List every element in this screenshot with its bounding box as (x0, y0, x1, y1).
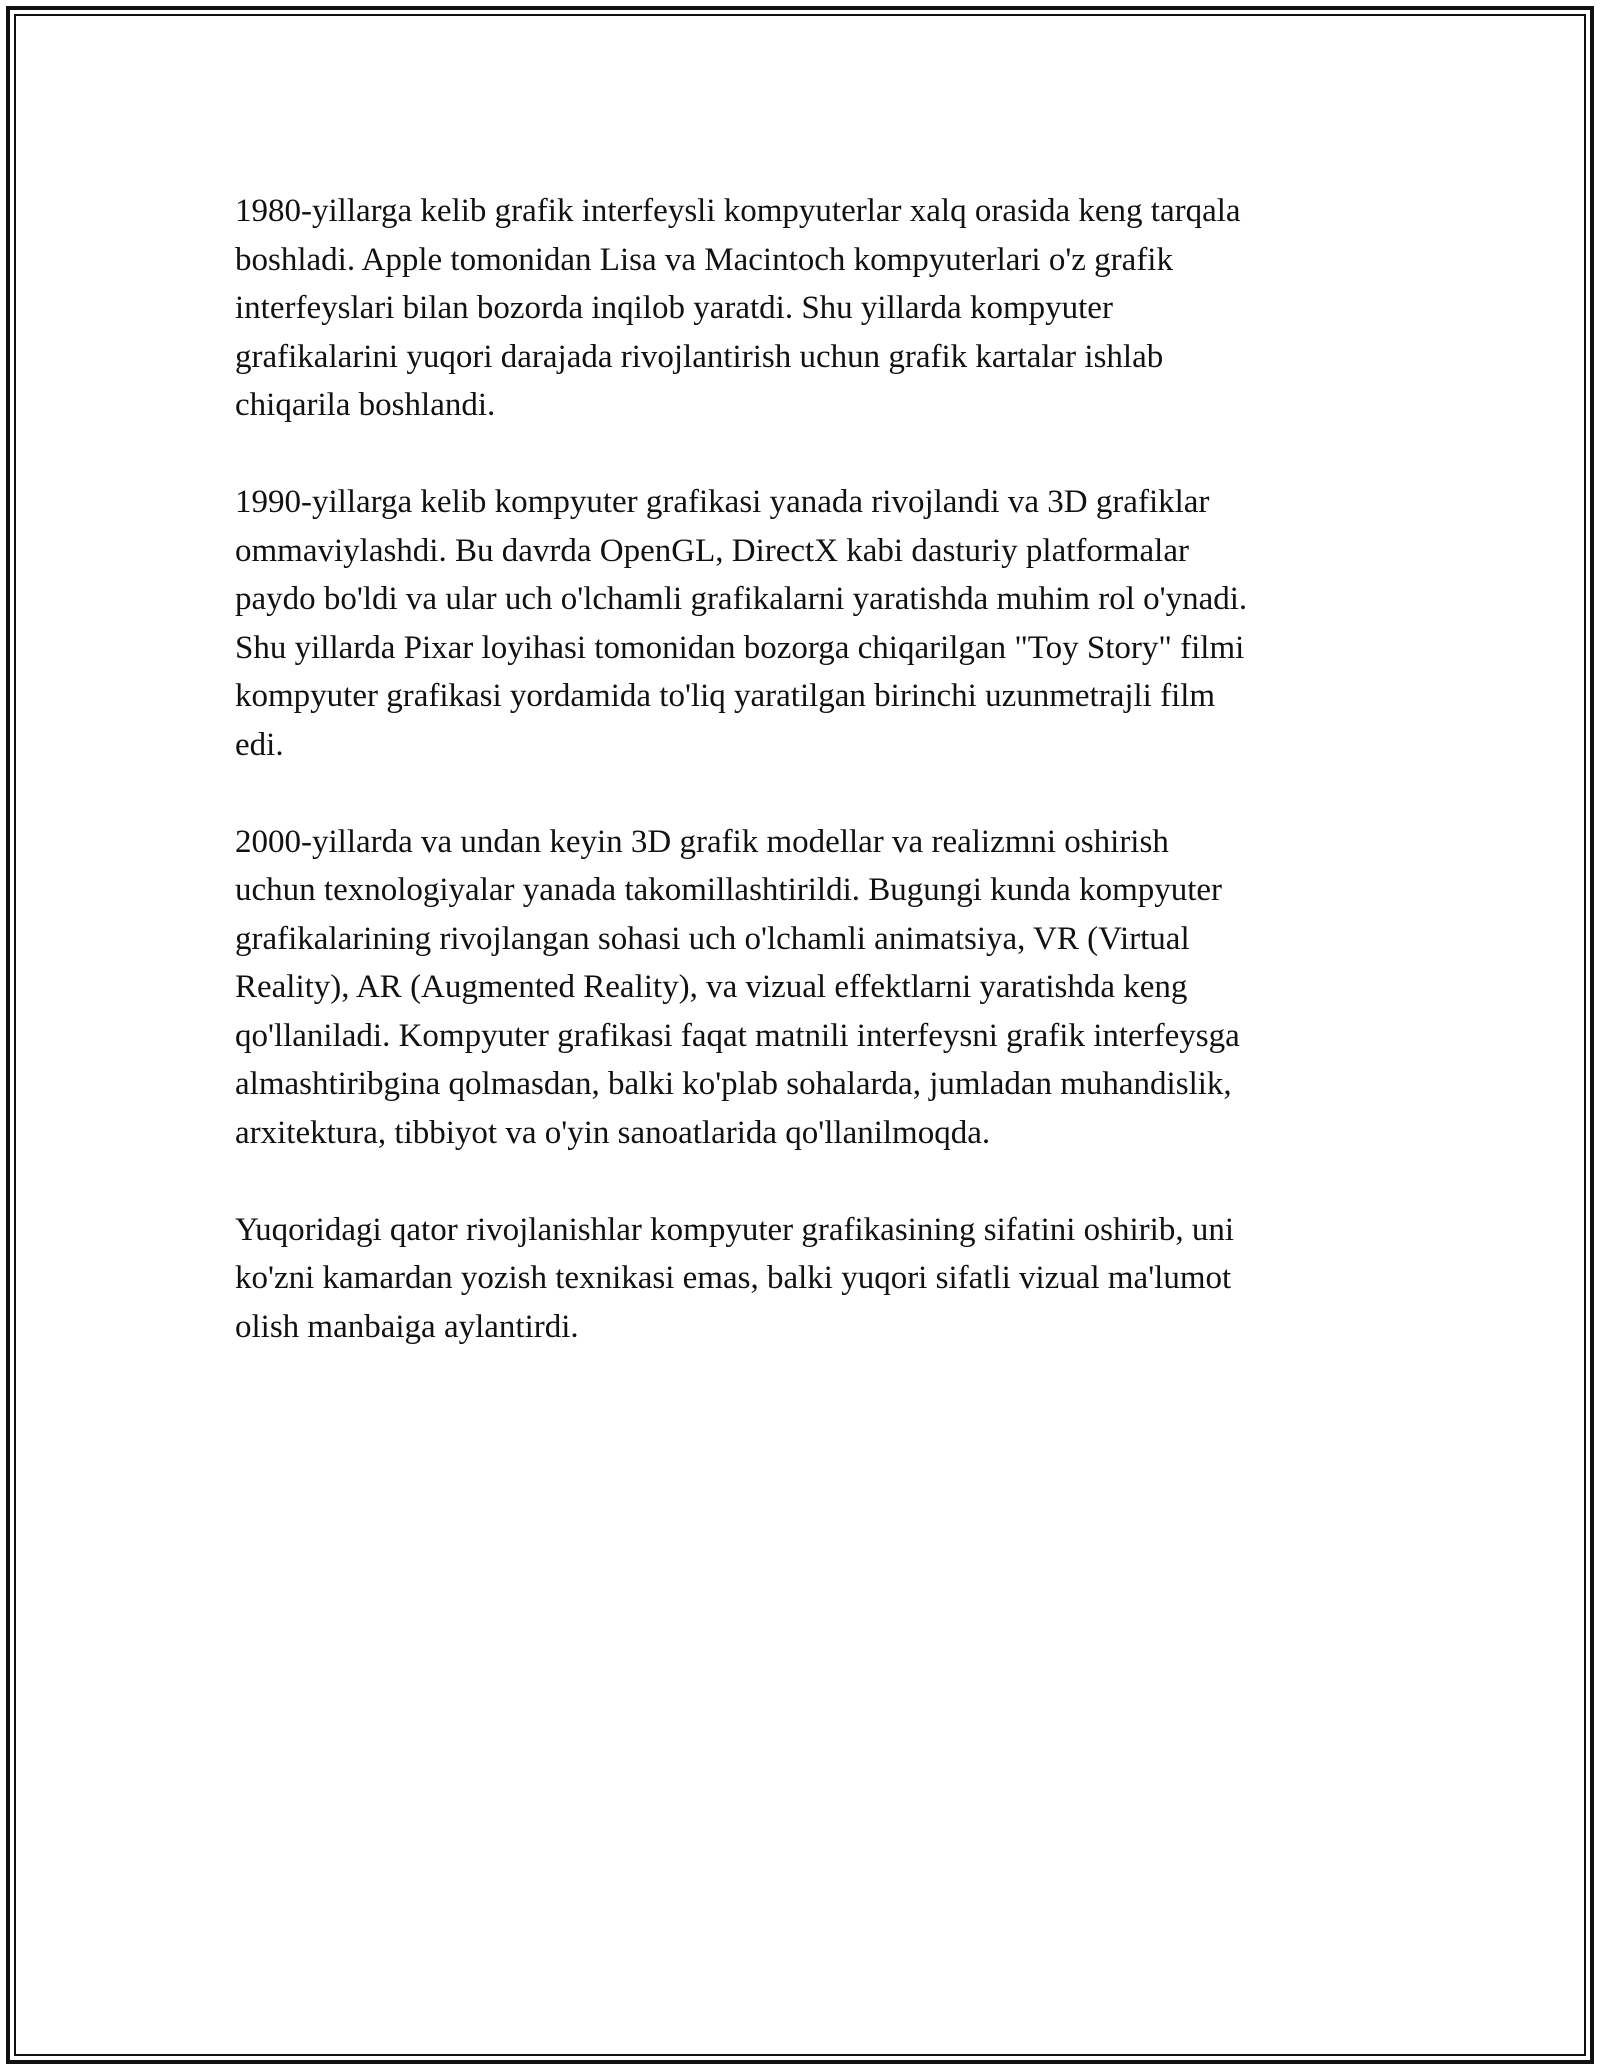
paragraph-1990s (235, 478, 1365, 769)
text-line: qo'llaniladi. Kompyuter grafikasi faqat matnili interfeysni grafik interfeysga (235, 1017, 1240, 1054)
paragraph-conclusion (235, 1206, 1365, 1352)
text-line: ommaviylashdi. Bu davrda OpenGL, DirectX kabi dasturiy platformalar (235, 532, 1189, 569)
text-line: Shu yillarda Pixar loyihasi tomonidan bozorga chiqarilgan "Toy Story" filmi (235, 629, 1245, 666)
text-line: Yuqoridagi qator rivojlanishlar kompyuter grafikasining sifatini oshirib, uni (235, 1211, 1234, 1248)
paragraph-2000s (235, 818, 1365, 1158)
text-line: grafikalarining rivojlangan sohasi uch o'lchamli animatsiya, VR (Virtual (235, 920, 1190, 957)
text-line: ko'zni kamardan yozish texnikasi emas, balki yuqori sifatli vizual ma'lumot (235, 1260, 1232, 1296)
text-line: 2000-yillarda va undan keyin 3D grafik modellar va realizmni oshirish (235, 823, 1169, 860)
text-line: uchun texnologiyalar yanada takomillashtirildi. Bugungi kunda kompyuter (235, 872, 1223, 908)
text-line: almashtiribgina qolmasdan, balki ko'plab sohalarda, jumladan muhandislik, (235, 1066, 1232, 1102)
text-line: boshladi. Apple tomonidan Lisa va Macintoch kompyuterlari o'z grafik (235, 241, 1173, 278)
text-line: kompyuter grafikasi yordamida to'liq yaratilgan birinchi uzunmetrajli film (235, 678, 1216, 714)
document-body (235, 187, 1365, 1400)
text-line: 1980-yillarga kelib grafik interfeysli kompyuterlar xalq orasida keng tarqala (235, 193, 1241, 229)
text-line: arxitektura, tibbiyot va o'yin sanoatlarida qo'llanilmoqda. (235, 1114, 991, 1151)
text-line: 1990-yillarga kelib kompyuter grafikasi yanada rivojlandi va 3D grafiklar (235, 484, 1210, 520)
paragraph-1980s (235, 187, 1365, 430)
text-line: edi. (235, 726, 284, 763)
text-line: chiqarila boshlandi. (235, 387, 496, 423)
text-line: grafikalarini yuqori darajada rivojlantirish uchun grafik kartalar ishlab (235, 338, 1164, 375)
text-line: olish manbaiga aylantirdi. (235, 1308, 579, 1345)
text-line: interfeyslari bilan bozorda inqilob yaratdi. Shu yillarda kompyuter (235, 290, 1113, 326)
text-line: paydo bo'ldi va ular uch o'lchamli grafikalarni yaratishda muhim rol o'ynadi. (235, 581, 1248, 617)
text-line: Reality), AR (Augmented Reality), va vizual effektlarni yaratishda keng (235, 969, 1188, 1005)
